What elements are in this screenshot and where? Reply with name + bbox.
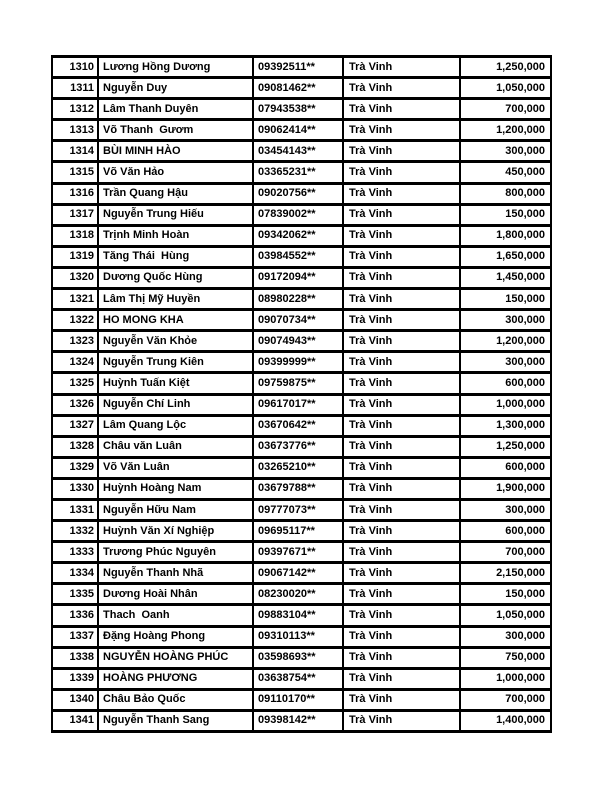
cell-phone-masked: 09070734** [253,310,343,331]
table-row [52,373,551,394]
cell-row-number: 1314 [52,141,98,162]
cell-amount: 150,000 [460,584,551,605]
cell-province: Trà Vinh [343,162,460,183]
cell-phone-masked: 09110170** [253,689,343,710]
cell-row-number: 1319 [52,246,98,267]
table-row [52,478,551,499]
cell-amount: 300,000 [460,352,551,373]
donor-list-table-container [51,55,552,733]
cell-phone-masked: 09074943** [253,331,343,352]
cell-province: Trà Vinh [343,373,460,394]
cell-amount: 700,000 [460,689,551,710]
cell-row-number: 1327 [52,415,98,436]
cell-row-number: 1338 [52,647,98,668]
cell-row-number: 1316 [52,183,98,204]
cell-name: Lương Hồng Dương [98,57,253,78]
cell-amount: 300,000 [460,310,551,331]
cell-province: Trà Vinh [343,225,460,246]
cell-row-number: 1321 [52,289,98,310]
cell-province: Trà Vinh [343,331,460,352]
cell-name: Nguyễn Chí Linh [98,394,253,415]
cell-province: Trà Vinh [343,183,460,204]
cell-amount: 600,000 [460,373,551,394]
cell-province: Trà Vinh [343,415,460,436]
cell-phone-masked: 03670642** [253,415,343,436]
cell-row-number: 1332 [52,521,98,542]
table-row [52,626,551,647]
cell-row-number: 1315 [52,162,98,183]
cell-row-number: 1318 [52,225,98,246]
table-row [52,499,551,520]
cell-amount: 800,000 [460,183,551,204]
table-row [52,183,551,204]
cell-province: Trà Vinh [343,267,460,288]
cell-row-number: 1331 [52,499,98,520]
cell-province: Trà Vinh [343,78,460,99]
table-row [52,436,551,457]
cell-amount: 300,000 [460,626,551,647]
cell-phone-masked: 09397671** [253,542,343,563]
cell-amount: 1,800,000 [460,225,551,246]
cell-phone-masked: 03265210** [253,457,343,478]
cell-province: Trà Vinh [343,626,460,647]
table-row [52,668,551,689]
cell-row-number: 1320 [52,267,98,288]
table-row [52,457,551,478]
cell-phone-masked: 09759875** [253,373,343,394]
table-row [52,57,551,78]
table-row [52,162,551,183]
cell-amount: 700,000 [460,542,551,563]
cell-province: Trà Vinh [343,394,460,415]
cell-row-number: 1311 [52,78,98,99]
cell-amount: 1,250,000 [460,57,551,78]
cell-row-number: 1339 [52,668,98,689]
cell-province: Trà Vinh [343,521,460,542]
cell-phone-masked: 03598693** [253,647,343,668]
cell-row-number: 1324 [52,352,98,373]
cell-row-number: 1310 [52,57,98,78]
cell-province: Trà Vinh [343,478,460,499]
cell-phone-masked: 09399999** [253,352,343,373]
cell-phone-masked: 08980228** [253,289,343,310]
cell-phone-masked: 09067142** [253,563,343,584]
cell-name: Trịnh Minh Hoàn [98,225,253,246]
cell-name: Lâm Thanh Duyên [98,99,253,120]
cell-phone-masked: 08230020** [253,584,343,605]
table-row [52,584,551,605]
table-row [52,521,551,542]
cell-province: Trà Vinh [343,563,460,584]
cell-amount: 1,000,000 [460,668,551,689]
cell-province: Trà Vinh [343,710,460,731]
cell-province: Trà Vinh [343,605,460,626]
cell-name: Huỳnh Hoàng Nam [98,478,253,499]
table-row [52,647,551,668]
cell-name: Tăng Thái Hùng [98,246,253,267]
table-row [52,99,551,120]
cell-province: Trà Vinh [343,436,460,457]
cell-phone-masked: 09883104** [253,605,343,626]
cell-amount: 300,000 [460,499,551,520]
cell-phone-masked: 09777073** [253,499,343,520]
table-row [52,689,551,710]
cell-amount: 1,650,000 [460,246,551,267]
cell-province: Trà Vinh [343,457,460,478]
cell-phone-masked: 03638754** [253,668,343,689]
cell-name: Huỳnh Tuấn Kiệt [98,373,253,394]
cell-phone-masked: 03984552** [253,246,343,267]
cell-row-number: 1313 [52,120,98,141]
cell-row-number: 1326 [52,394,98,415]
donor-list-table [51,55,552,733]
cell-phone-masked: 09392511** [253,57,343,78]
cell-phone-masked: 09081462** [253,78,343,99]
cell-phone-masked: 07839002** [253,204,343,225]
cell-amount: 1,900,000 [460,478,551,499]
cell-name: Lâm Thị Mỹ Huyền [98,289,253,310]
cell-province: Trà Vinh [343,57,460,78]
cell-province: Trà Vinh [343,689,460,710]
cell-amount: 1,200,000 [460,331,551,352]
cell-name: Lâm Quang Lộc [98,415,253,436]
cell-name: Đặng Hoàng Phong [98,626,253,647]
cell-phone-masked: 09617017** [253,394,343,415]
cell-amount: 1,200,000 [460,120,551,141]
table-row [52,204,551,225]
cell-province: Trà Vinh [343,246,460,267]
cell-amount: 1,450,000 [460,267,551,288]
cell-row-number: 1336 [52,605,98,626]
table-row [52,710,551,731]
cell-name: Châu Bảo Quốc [98,689,253,710]
cell-province: Trà Vinh [343,310,460,331]
cell-row-number: 1335 [52,584,98,605]
cell-phone-masked: 09172094** [253,267,343,288]
cell-name: Thach Oanh [98,605,253,626]
table-row [52,331,551,352]
cell-phone-masked: 09342062** [253,225,343,246]
cell-row-number: 1330 [52,478,98,499]
cell-amount: 300,000 [460,141,551,162]
cell-name: Trương Phúc Nguyên [98,542,253,563]
cell-row-number: 1334 [52,563,98,584]
cell-amount: 750,000 [460,647,551,668]
cell-province: Trà Vinh [343,141,460,162]
cell-province: Trà Vinh [343,668,460,689]
cell-amount: 600,000 [460,521,551,542]
cell-amount: 1,400,000 [460,710,551,731]
cell-row-number: 1328 [52,436,98,457]
cell-amount: 2,150,000 [460,563,551,584]
cell-amount: 150,000 [460,204,551,225]
table-row [52,246,551,267]
cell-province: Trà Vinh [343,542,460,563]
cell-name: HOÀNG PHƯƠNG [98,668,253,689]
cell-name: HO MONG KHA [98,310,253,331]
cell-phone-masked: 03365231** [253,162,343,183]
cell-amount: 1,300,000 [460,415,551,436]
cell-phone-masked: 07943538** [253,99,343,120]
cell-phone-masked: 09020756** [253,183,343,204]
cell-province: Trà Vinh [343,204,460,225]
cell-name: Võ Thanh Gươm [98,120,253,141]
cell-name: Châu văn Luân [98,436,253,457]
cell-name: Nguyễn Thanh Nhã [98,563,253,584]
cell-row-number: 1323 [52,331,98,352]
table-row [52,394,551,415]
cell-amount: 1,050,000 [460,78,551,99]
cell-province: Trà Vinh [343,647,460,668]
cell-name: NGUYỄN HOÀNG PHÚC [98,647,253,668]
cell-phone-masked: 03679788** [253,478,343,499]
cell-amount: 1,050,000 [460,605,551,626]
cell-row-number: 1333 [52,542,98,563]
table-row [52,78,551,99]
cell-phone-masked: 09695117** [253,521,343,542]
cell-province: Trà Vinh [343,499,460,520]
table-row [52,310,551,331]
cell-name: Võ Văn Hảo [98,162,253,183]
cell-amount: 700,000 [460,99,551,120]
cell-province: Trà Vinh [343,120,460,141]
cell-name: Dương Quốc Hùng [98,267,253,288]
table-row [52,120,551,141]
cell-phone-masked: 09310113** [253,626,343,647]
table-row [52,225,551,246]
cell-name: Huỳnh Văn Xí Nghiệp [98,521,253,542]
table-row [52,605,551,626]
table-row [52,289,551,310]
cell-name: Nguyễn Thanh Sang [98,710,253,731]
cell-name: BÙI MINH HÀO [98,141,253,162]
cell-name: Nguyễn Hữu Nam [98,499,253,520]
cell-amount: 1,250,000 [460,436,551,457]
cell-amount: 450,000 [460,162,551,183]
cell-row-number: 1322 [52,310,98,331]
table-row [52,415,551,436]
cell-row-number: 1337 [52,626,98,647]
cell-amount: 1,000,000 [460,394,551,415]
cell-row-number: 1329 [52,457,98,478]
cell-name: Dương Hoài Nhân [98,584,253,605]
cell-row-number: 1317 [52,204,98,225]
cell-name: Trần Quang Hậu [98,183,253,204]
table-row [52,563,551,584]
cell-name: Võ Văn Luân [98,457,253,478]
cell-province: Trà Vinh [343,99,460,120]
table-row [52,542,551,563]
cell-province: Trà Vinh [343,352,460,373]
cell-name: Nguyễn Duy [98,78,253,99]
cell-phone-masked: 09398142** [253,710,343,731]
cell-name: Nguyễn Văn Khỏe [98,331,253,352]
cell-name: Nguyễn Trung Kiên [98,352,253,373]
cell-row-number: 1312 [52,99,98,120]
cell-phone-masked: 03454143** [253,141,343,162]
cell-row-number: 1325 [52,373,98,394]
cell-name: Nguyễn Trung Hiếu [98,204,253,225]
cell-phone-masked: 09062414** [253,120,343,141]
cell-row-number: 1341 [52,710,98,731]
table-row [52,141,551,162]
cell-amount: 150,000 [460,289,551,310]
table-row [52,352,551,373]
table-row [52,267,551,288]
cell-row-number: 1340 [52,689,98,710]
cell-province: Trà Vinh [343,289,460,310]
cell-amount: 600,000 [460,457,551,478]
cell-phone-masked: 03673776** [253,436,343,457]
cell-province: Trà Vinh [343,584,460,605]
table-body [52,57,551,732]
